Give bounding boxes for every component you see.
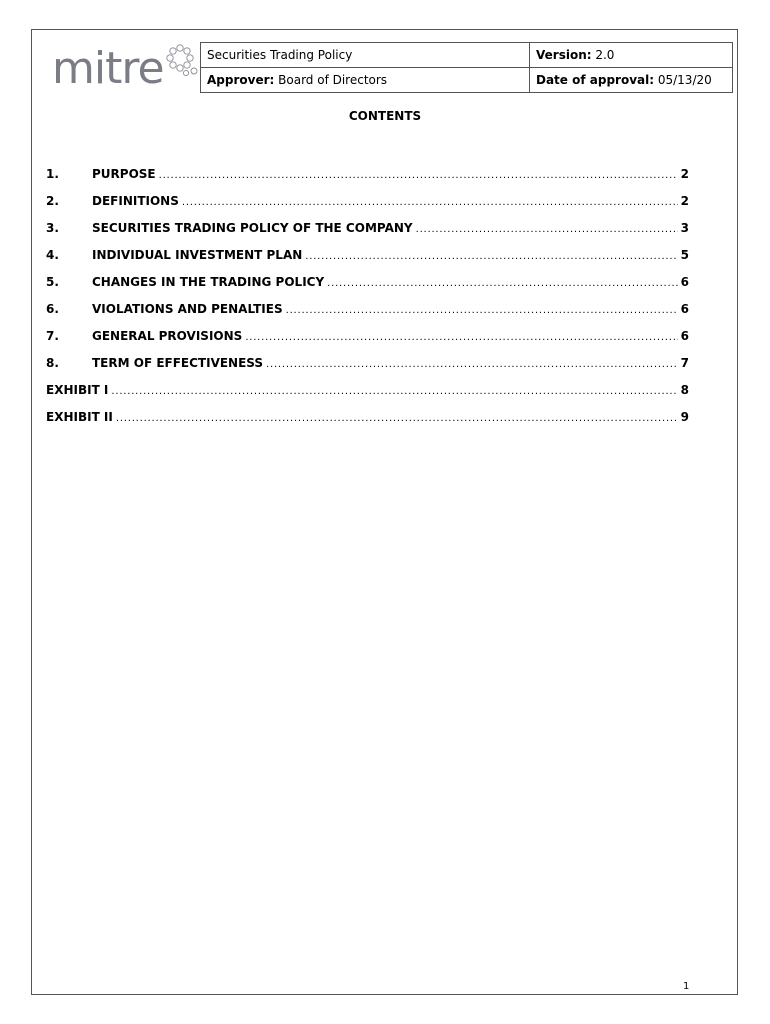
logo-wordmark: mitre [52,43,164,94]
toc-entry-title: EXHIBIT I [46,383,109,397]
toc-entry-title: CHANGES IN THE TRADING POLICY [92,275,325,289]
toc-entry[interactable]: 7. GENERAL PROVISIONS . . . 6 [46,329,689,356]
toc-entry[interactable]: 6. VIOLATIONS AND PENALTIES . . . 6 [46,302,689,329]
toc-entry-title: PURPOSE [92,167,156,181]
policy-title-cell: Securities Trading Policy [201,43,530,68]
toc-entry[interactable]: 5. CHANGES IN THE TRADING POLICY . . . 6 [46,275,689,302]
table-of-contents [46,167,689,437]
toc-entry-page: 2 [680,194,689,208]
toc-exhibit-entry[interactable] [46,410,689,437]
toc-entry-title: DEFINITIONS [92,194,179,208]
toc-entry-page: 2 [680,167,689,181]
toc-entry[interactable]: 4. INDIVIDUAL INVESTMENT PLAN . . . 5 [46,248,689,275]
toc-entry-page: 5 [680,248,689,262]
toc-entry-page: 6 [680,302,689,316]
toc-entry[interactable]: 3. SECURITIES TRADING POLICY OF THE COMPANY . . . 3 [46,221,689,248]
toc-entry-title: SECURITIES TRADING POLICY OF THE COMPANY [92,221,413,235]
toc-entry-page: 7 [680,356,689,370]
toc-entry-page: 6 [680,275,689,289]
toc-exhibit-entry[interactable] [46,383,689,410]
toc-entry-title: EXHIBIT II [46,410,113,424]
toc-entry-title: VIOLATIONS AND PENALTIES [92,302,283,316]
logo-circles-icon [160,44,200,78]
toc-entry-title: INDIVIDUAL INVESTMENT PLAN [92,248,303,262]
document-header-table [200,42,733,93]
contents-heading: CONTENTS [348,109,422,123]
toc-entry[interactable]: 2. DEFINITIONS . . . 2 [46,194,689,221]
approver-cell: Approver: Board of Directors [201,68,530,93]
approval-date-cell: Date of approval: 05/13/20 [530,68,733,93]
toc-entry-page: 3 [680,221,689,235]
toc-entry-page: 8 [680,383,689,397]
page-number: 1 [683,981,690,992]
toc-entry-page: 6 [680,329,689,343]
version-cell: Version: 2.0 [530,43,733,68]
company-logo [52,44,197,94]
toc-entry-page: 9 [680,410,689,424]
toc-entry[interactable]: 1. PURPOSE . . . 2 [46,167,689,194]
toc-entry-title: GENERAL PROVISIONS [92,329,243,343]
toc-entry[interactable]: 8. TERM OF EFFECTIVENESS . . . 7 [46,356,689,383]
toc-entry-title: TERM OF EFFECTIVENESS [92,356,264,370]
